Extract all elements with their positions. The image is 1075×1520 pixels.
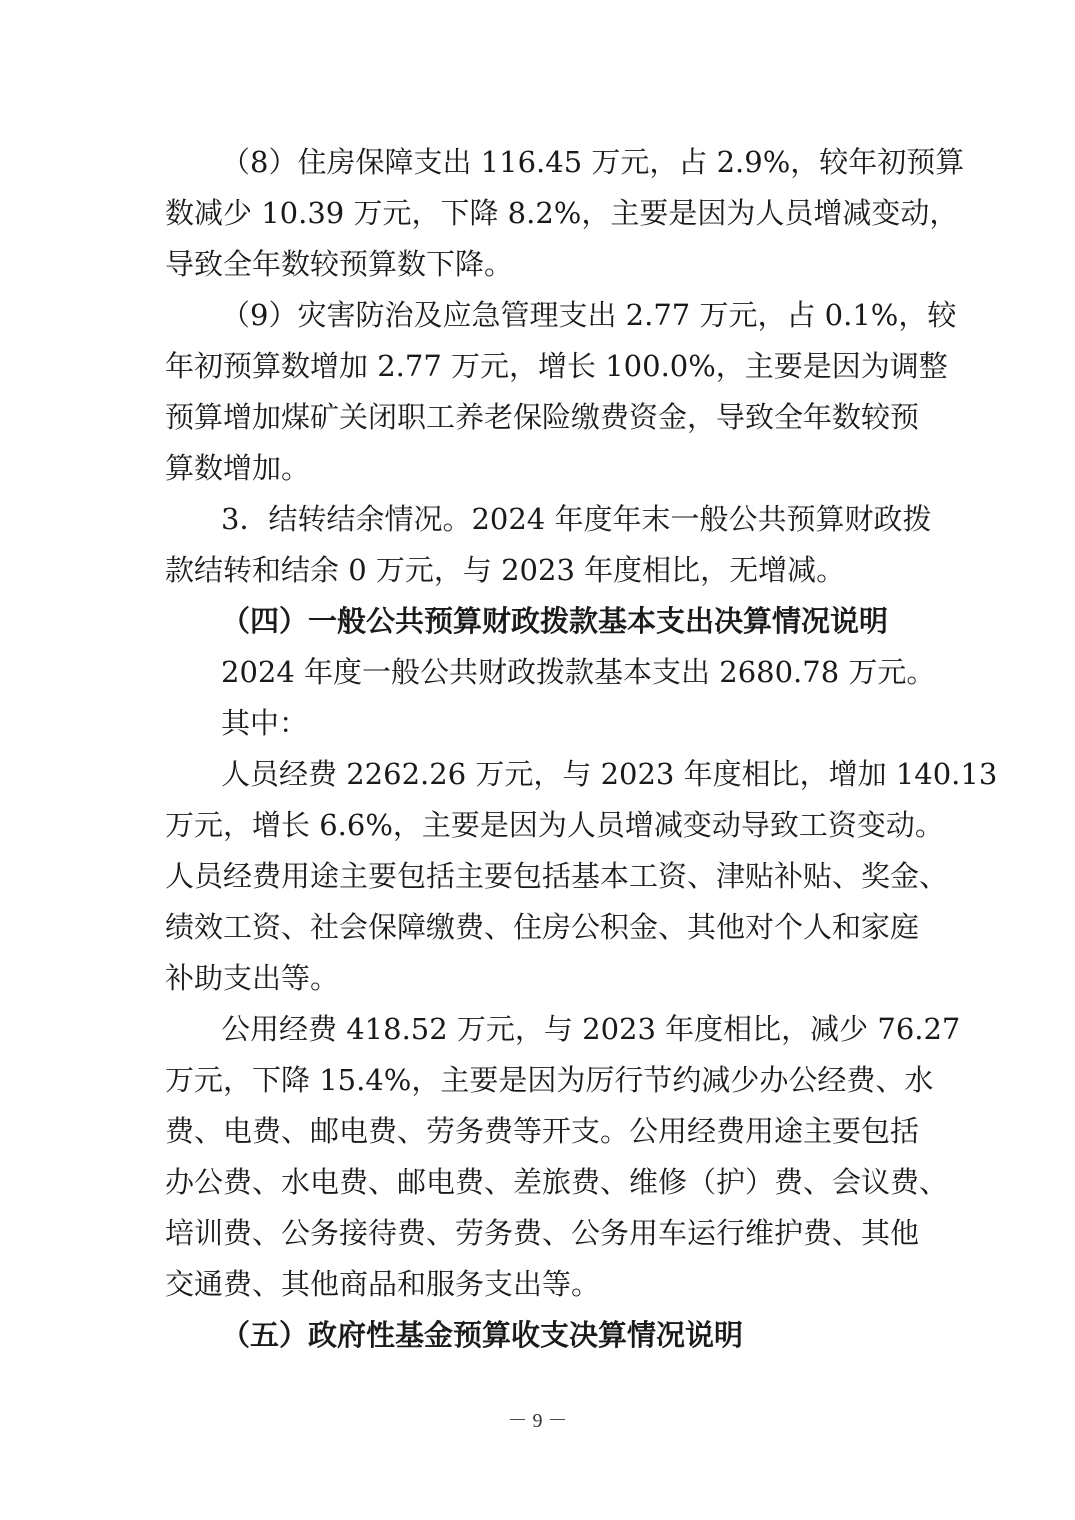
text-line-17: 补助支出等。 (165, 961, 340, 995)
text-line-13: 人员经费 2262.26 万元，与 2023 年度相比，增加 140.13 (221, 757, 998, 791)
text-line-2: 数减少 10.39 万元，下降 8.2%，主要是因为人员增减变动， (165, 196, 959, 230)
text-line-5: 年初预算数增加 2.77 万元，增长 100.0%，主要是因为调整 (165, 349, 948, 383)
text-line-9: 款结转和结余 0 万元，与 2023 年度相比，无增减。 (165, 553, 846, 587)
text-line-7: 算数增加。 (165, 451, 311, 485)
text-line-4: （9）灾害防治及应急管理支出 2.77 万元，占 0.1%，较 (221, 298, 957, 332)
text-line-20: 费、电费、邮电费、劳务费等开支。公用经费用途主要包括 (165, 1114, 920, 1148)
text-line-3: 导致全年数较预算数下降。 (165, 247, 514, 281)
section-heading-5: （五）政府性基金预算收支决算情况说明 (221, 1318, 744, 1352)
text-line-12: 其中： (221, 706, 309, 740)
text-line-8: 3．结转结余情况。2024 年度年末一般公共预算财政拨 (221, 502, 932, 536)
text-line-18: 公用经费 418.52 万元，与 2023 年度相比，减少 76.27 (221, 1012, 961, 1046)
page-number: － 9 － (507, 1410, 568, 1432)
text-line-11: 2024 年度一般公共财政拨款基本支出 2680.78 万元。 (221, 655, 936, 689)
text-line-21: 办公费、水电费、邮电费、差旅费、维修（护）费、会议费、 (165, 1165, 949, 1199)
text-line-16: 绩效工资、社会保障缴费、住房公积金、其他对个人和家庭 (165, 910, 920, 944)
text-line-15: 人员经费用途主要包括主要包括基本工资、津贴补贴、奖金、 (165, 859, 949, 893)
text-line-14: 万元，增长 6.6%，主要是因为人员增减变动导致工资变动。 (165, 808, 944, 842)
text-line-23: 交通费、其他商品和服务支出等。 (165, 1267, 601, 1301)
section-heading-4: （四）一般公共预算财政拨款基本支出决算情况说明 (221, 604, 889, 638)
text-line-1: （8）住房保障支出 116.45 万元，占 2.9%，较年初预算 (221, 145, 965, 179)
text-line-22: 培训费、公务接待费、劳务费、公务用车运行维护费、其他 (165, 1216, 920, 1250)
text-line-6: 预算增加煤矿关闭职工养老保险缴费资金，导致全年数较预 (165, 400, 920, 434)
text-line-19: 万元，下降 15.4%，主要是因为厉行节约减少办公经费、水 (165, 1063, 934, 1097)
